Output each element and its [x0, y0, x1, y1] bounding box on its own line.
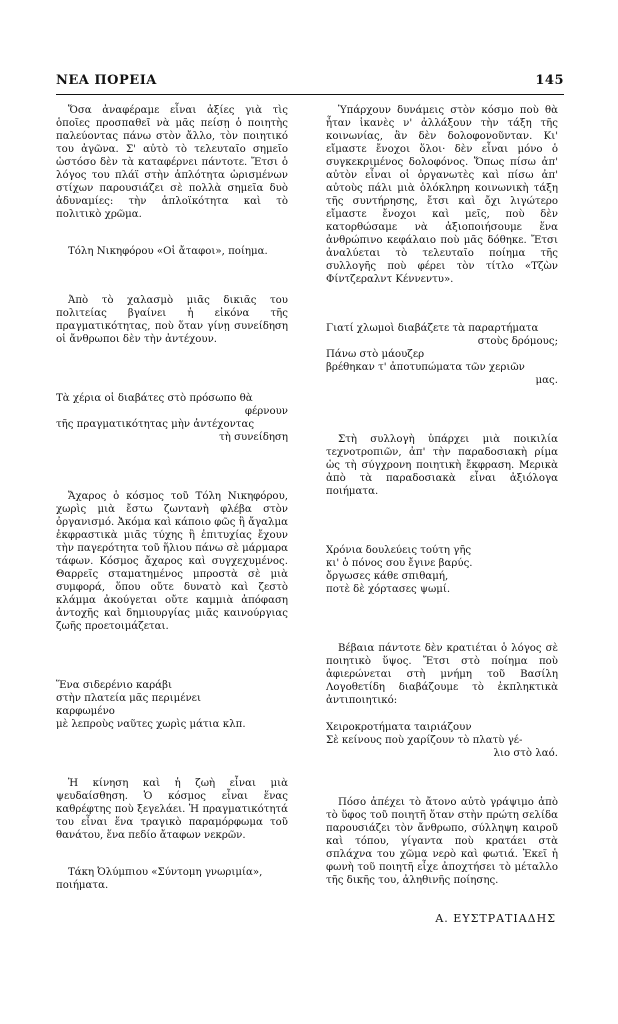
poem-line-continuation: φέρνουν	[244, 406, 288, 417]
reference-text: Τάκη Ὀλύμπιου «Σύντομη γνωριμία», ποιήματα.	[56, 867, 263, 891]
paragraph	[326, 104, 558, 286]
paragraph	[326, 433, 558, 498]
poem-line: στὴν πλατεία μᾶς περιμένει	[56, 693, 201, 704]
poem-line: Χειροκροτήματα ταιριάζουν	[326, 722, 472, 733]
poem-line-continuation: τὴ συνείδηση	[219, 432, 288, 443]
journal-title: ΝΕΑ ΠΟΡΕΙΑ	[56, 73, 157, 88]
book-reference	[56, 245, 288, 258]
poem-line: Χρόνια δουλεύεις τούτη γῆς	[326, 545, 472, 556]
running-header	[56, 73, 564, 88]
quoted-poem	[326, 721, 558, 760]
paragraph	[326, 796, 558, 887]
quoted-poem	[326, 322, 558, 387]
paragraph-text: Βέβαια πάντοτε δὲν κρατιέται ὁ λόγος σὲ ποιητικὸ ὕψος. Ἔτσι στὸ ποίημα ποὺ ἀφιερώνεται στὴ μνήμη τοῦ Βασίλη Λογοθετίδη διαβάζουμε τὸ ἐκπληκτικὰ ἀντιποιητικό:	[326, 643, 558, 706]
poem-line-continuation: μας.	[535, 375, 558, 386]
right-column	[326, 104, 558, 925]
poem-line: Τὰ χέρια οἱ διαβάτες στὸ πρόσωπο θὰ	[56, 393, 253, 404]
paragraph-text: Ἡ κίνηση καὶ ἡ ζωὴ εἶναι μιὰ ψευδαίσθηση. Ὁ κόσμος εἶναι ἕνας καθρέφτης ποὺ ξεγελάει. Ἡ πραγματικότητά του εἶναι ἕνα τραγικὸ παραμόρφωμα τοῦ θανάτου, ἕνα πεδίο ἄταφων νεκρῶν.	[56, 778, 288, 841]
poem-line: Γιατί χλωμοὶ διαβάζετε τὰ παραρτήματα	[326, 323, 539, 334]
paragraph	[56, 490, 288, 633]
paragraph	[56, 294, 288, 346]
poem-line: Πάνω στὸ μάουζερ	[326, 349, 425, 360]
poem-line: μὲ λεπροὺς ναῦτες χωρὶς μάτια κλπ.	[56, 719, 246, 730]
poem-line-continuation: λιο στὸ λαό.	[493, 748, 558, 759]
poem-line: Ἕνα σιδερένιο καράβι	[56, 680, 173, 691]
author-signature: Α. ΕΥΣΤΡΑΤΙΑΔΗΣ	[435, 912, 556, 925]
paragraph-text: Στὴ συλλογὴ ὑπάρχει μιὰ ποικιλία τεχνοτροπιῶν, ἀπ' τὴν παραδοσιακὴ ρίμα ὡς τὴ σύγχρονη ποιητικὴ ἔκφραση. Μερικὰ ἀπὸ τὰ παραδοσιακὰ εἶναι ἀξιόλογα ποιήματα.	[326, 434, 558, 497]
page-number: 145	[535, 73, 564, 88]
poem-line: ὄργωσες κάθε σπιθαμή,	[326, 571, 449, 582]
poem-line: ποτὲ δὲ χόρτασες ψωμί.	[326, 584, 451, 595]
poem-line: κι' ὁ πόνος σου ἔγινε βαρύς.	[326, 558, 473, 569]
quoted-poem	[56, 392, 288, 444]
left-column	[56, 104, 288, 917]
paragraph-text: Ἄχαρος ὁ κόσμος τοῦ Τόλη Νικηφόρου, χωρὶς μιὰ ἔστω ζωντανὴ φλέβα στὸν ὀργανισμό. Ἀκόμα καὶ κάποιο φῶς ἢ ἄγαλμα ἐκφραστικὰ μιᾶς τύχης ἢ ἐπιτυχίας ἔχουν τὴν παγερότητα τοῦ ἥλιου πάνω σὲ μάρμαρα τάφων. Κόσμος ἄχαρος καὶ συγχεχυμένος. Θαρρεῖς σταματημένος μπροστὰ σὲ μιὰ συμφορά, ὅπου οὔτε δυνατὸ καὶ ζεστὸ κλάμμα ἀκούγεται οὔτε καμμιὰ ἀπόφαση ἀντοχῆς καὶ δημιουργίας μιᾶς καινούργιας ζωῆς προετοιμάζεται.	[56, 491, 288, 632]
quoted-poem	[56, 679, 288, 731]
poem-line: Σὲ κείνους ποὺ χαρίζουν τὸ πλατὺ γέ-	[326, 735, 523, 746]
quoted-poem	[326, 544, 558, 596]
paragraph	[56, 104, 288, 221]
paragraph-text: Ἀπὸ τὸ χαλασμὸ μιᾶς δικιᾶς του πολιτείας βγαίνει ἡ εἰκόνα τῆς πραγματικότητας, ποὺ ὅταν γίνῃ συνείδηση οἱ ἄνθρωποι δὲν τὴν ἀντέχουν.	[56, 295, 288, 345]
paragraph	[56, 777, 288, 842]
poem-line: καρφωμένο	[56, 706, 115, 717]
poem-line-continuation: στοὺς δρόμους;	[477, 336, 558, 347]
poem-line: βρέθηκαν τ' ἀποτυπώματα τῶν χεριῶν	[326, 362, 525, 373]
book-reference	[56, 866, 288, 892]
paragraph	[326, 642, 558, 707]
paragraph-text: Πόσο ἀπέχει τὸ ἄτονο αὐτὸ γράψιμο ἀπὸ τὸ ὕφος τοῦ ποιητῆ ὅταν στὴν πρώτη σελίδα παρουσιάζει τὸν ἄνθρωπο, σύλληψη καιροῦ καὶ τόπου, γίγαντα ποὺ κρατάει στὰ σπλάχνα του χῶμα νερὸ καὶ φωτιά. Ἐκεῖ ἡ φωνὴ τοῦ ποιητῆ εἶχε ἀποχτήσει τὸ μέταλλο τῆς δικῆς του, ἀληθινῆς ποίησης.	[326, 797, 558, 886]
paragraph-text: Ὑπάρχουν δυνάμεις στὸν κόσμο ποὺ θὰ ἦταν ἱκανὲς ν' ἀλλάξουν τὴν τάξη τῆς κοινωνίας, ἂν δὲν δολοφονοῦνταν. Κι' εἴμαστε ἔνοχοι ὅλοι· δὲν εἶναι μόνο ὁ συγκεκριμένος δολοφόνος. Ὅπως πίσω ἀπ' αὐτὸν εἶναι οἱ ὀργανωτὲς καὶ πίσω ἀπ' αὐτοὺς πάλι μιὰ ὁλόκληρη κοινωνικὴ τάξη τῆς συντήρησης, ἔτσι καὶ ὄχι λιγώτερο εἴμαστε ἔνοχοι καὶ μεῖς, ποὺ δὲν κατορθώσαμε νὰ ἀξιοποιήσουμε ἕνα ἀνθρώπινο κεφάλαιο ποὺ μᾶς δόθηκε. Ἔτσι ἀναλύεται τὸ τελευταῖο ποίημα τῆς συλλογῆς ποὺ φέρει τὸν τίτλο «Τζὼν Φίντζεραλντ Κέννεντυ».	[326, 105, 558, 285]
header-rule	[56, 94, 564, 95]
paragraph-text: Ὅσα ἀναφέραμε εἶναι ἀξίες γιὰ τὶς ὁποῖες προσπαθεῖ νὰ μᾶς πείσῃ ὁ ποιητὴς παλεύοντας πάνω στὸν ἄλλο, τὸν ποιητικό του ἀγῶνα. Σ' αὐτὸ τὸ τελευταῖο σημεῖο ὡστόσο δὲν τὰ καταφέρνει πάντοτε. Ἔτσι ὁ λόγος του πλάϊ στὴν ἁπλότητα ὡρισμένων στίχων παρουσιάζει σὲ πολλὰ σημεῖα δυὸ ἀδυναμίες: τὴν ἁπλοϊκότητα καὶ τὸ πολιτικὸ χρῶμα.	[56, 105, 288, 220]
poem-line: τῆς πραγματικότητας μὴν ἀντέχοντας	[56, 419, 255, 430]
reference-text: Τόλη Νικηφόρου «Οἱ ἄταφοι», ποίημα.	[68, 246, 268, 257]
